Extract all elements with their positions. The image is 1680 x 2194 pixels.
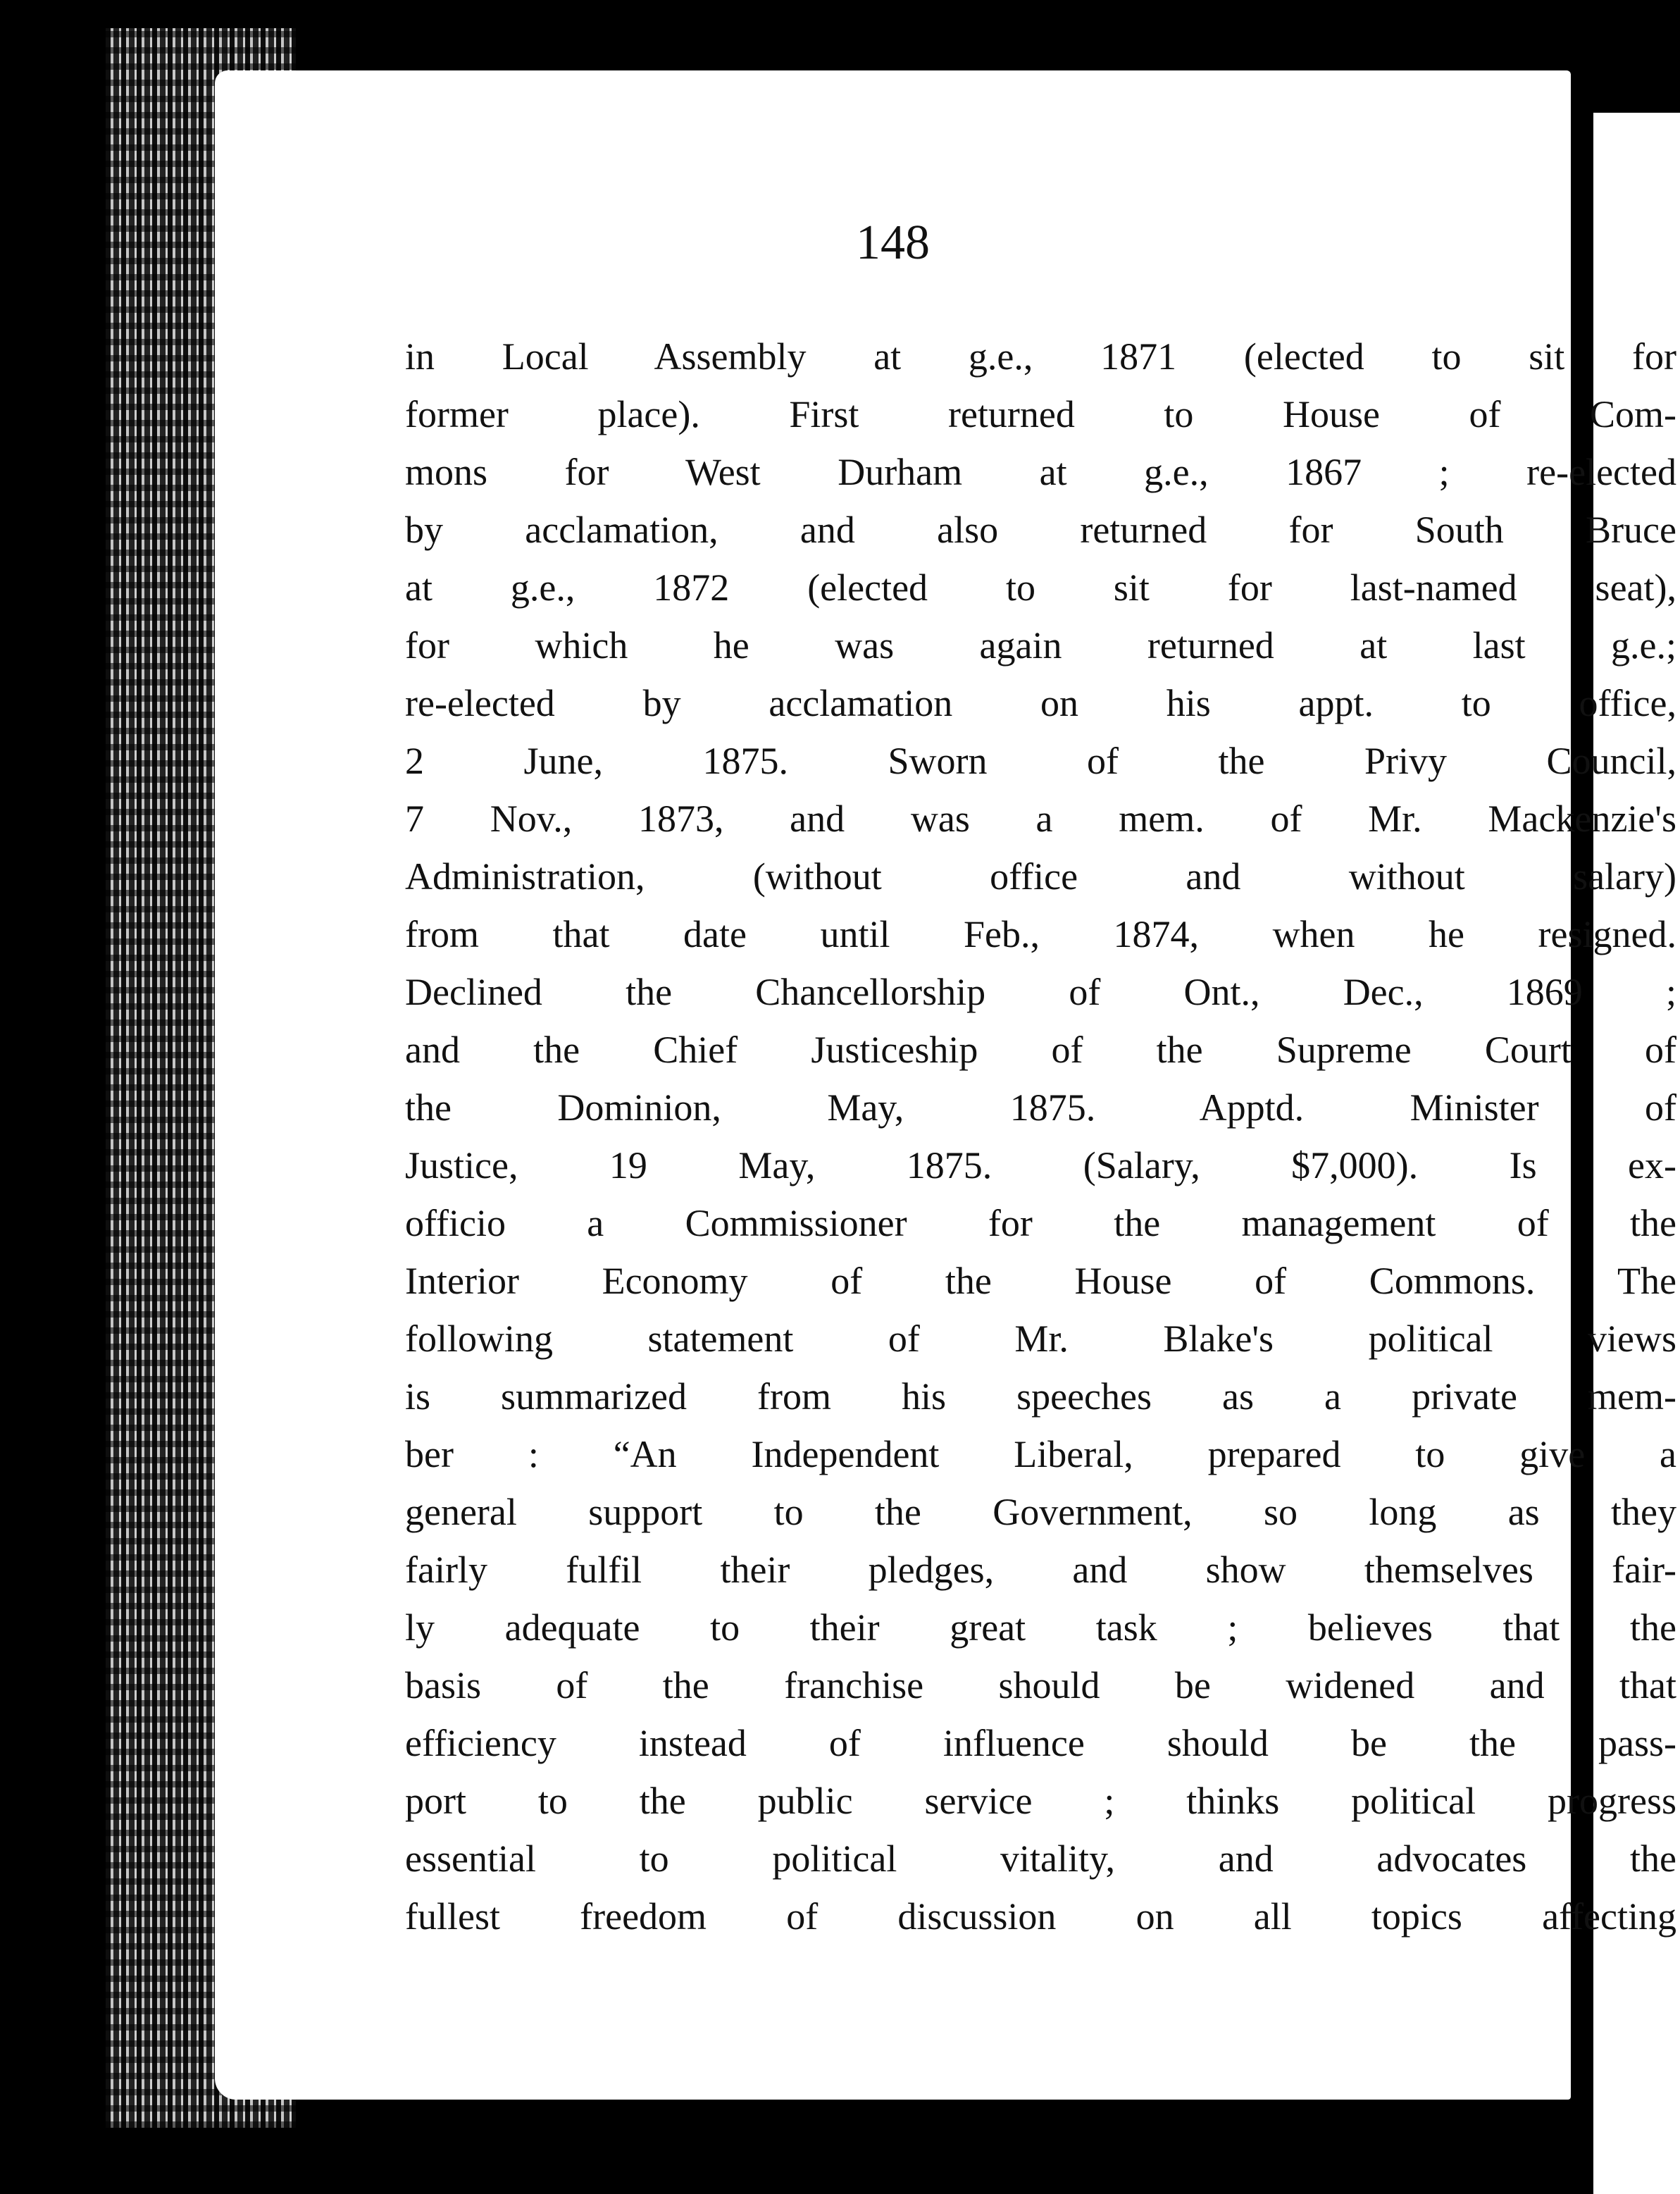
- text-line: general support to the Government, so long as they: [405, 1491, 1676, 1533]
- text-line: is summarized from his speeches as a private mem-: [405, 1375, 1676, 1418]
- text-line: 7 Nov., 1873, and was a mem. of Mr. Mackenzie's: [405, 798, 1676, 840]
- text-line: in Local Assembly at g.e., 1871 (elected to sit for: [405, 335, 1676, 378]
- text-line: efficiency instead of influence should be the pass-: [405, 1722, 1676, 1764]
- text-line: essential to political vitality, and advocates the: [405, 1837, 1676, 1880]
- text-line: ly adequate to their great task ; believes that the: [405, 1606, 1676, 1649]
- text-line: Interior Economy of the House of Commons. The: [405, 1260, 1676, 1302]
- text-line: port to the public service ; thinks political progress: [405, 1780, 1676, 1822]
- text-line: at g.e., 1872 (elected to sit for last-named seat),: [405, 566, 1676, 609]
- text-line: former place). First returned to House of Com-: [405, 393, 1676, 435]
- text-line: fullest freedom of discussion on all topics affecting: [405, 1895, 1676, 1938]
- text-line: re-elected by acclamation on his appt. to office,: [405, 682, 1676, 724]
- text-line: following statement of Mr. Blake's political views: [405, 1318, 1676, 1360]
- text-line: by acclamation, and also returned for South Bruce: [405, 509, 1676, 551]
- book-page: [215, 70, 1676, 2100]
- text-line: the Dominion, May, 1875. Apptd. Minister of: [405, 1086, 1676, 1129]
- text-line: and the Chief Justiceship of the Supreme Court of: [405, 1029, 1676, 1071]
- text-line: Declined the Chancellorship of Ont., Dec., 1869 ;: [405, 971, 1676, 1013]
- text-line: basis of the franchise should be widened and that: [405, 1664, 1676, 1706]
- text-line: mons for West Durham at g.e., 1867 ; re-elected: [405, 451, 1676, 493]
- text-line: from that date until Feb., 1874, when he resigned.: [405, 913, 1676, 955]
- page-number: 148: [856, 216, 930, 270]
- text-line: Administration, (without office and without salary): [405, 855, 1676, 898]
- text-line: 2 June, 1875. Sworn of the Privy Council,: [405, 740, 1676, 782]
- text-line: ber : “An Independent Liberal, prepared to give a: [405, 1433, 1676, 1475]
- page-body-text: [405, 328, 1676, 1945]
- text-line: Justice, 19 May, 1875. (Salary, $7,000). Is ex-: [405, 1144, 1676, 1186]
- text-line: for which he was again returned at last g.e.;: [405, 624, 1676, 667]
- text-line: fairly fulfil their pledges, and show themselves fair-: [405, 1549, 1676, 1591]
- text-line: officio a Commissioner for the management of the: [405, 1202, 1676, 1244]
